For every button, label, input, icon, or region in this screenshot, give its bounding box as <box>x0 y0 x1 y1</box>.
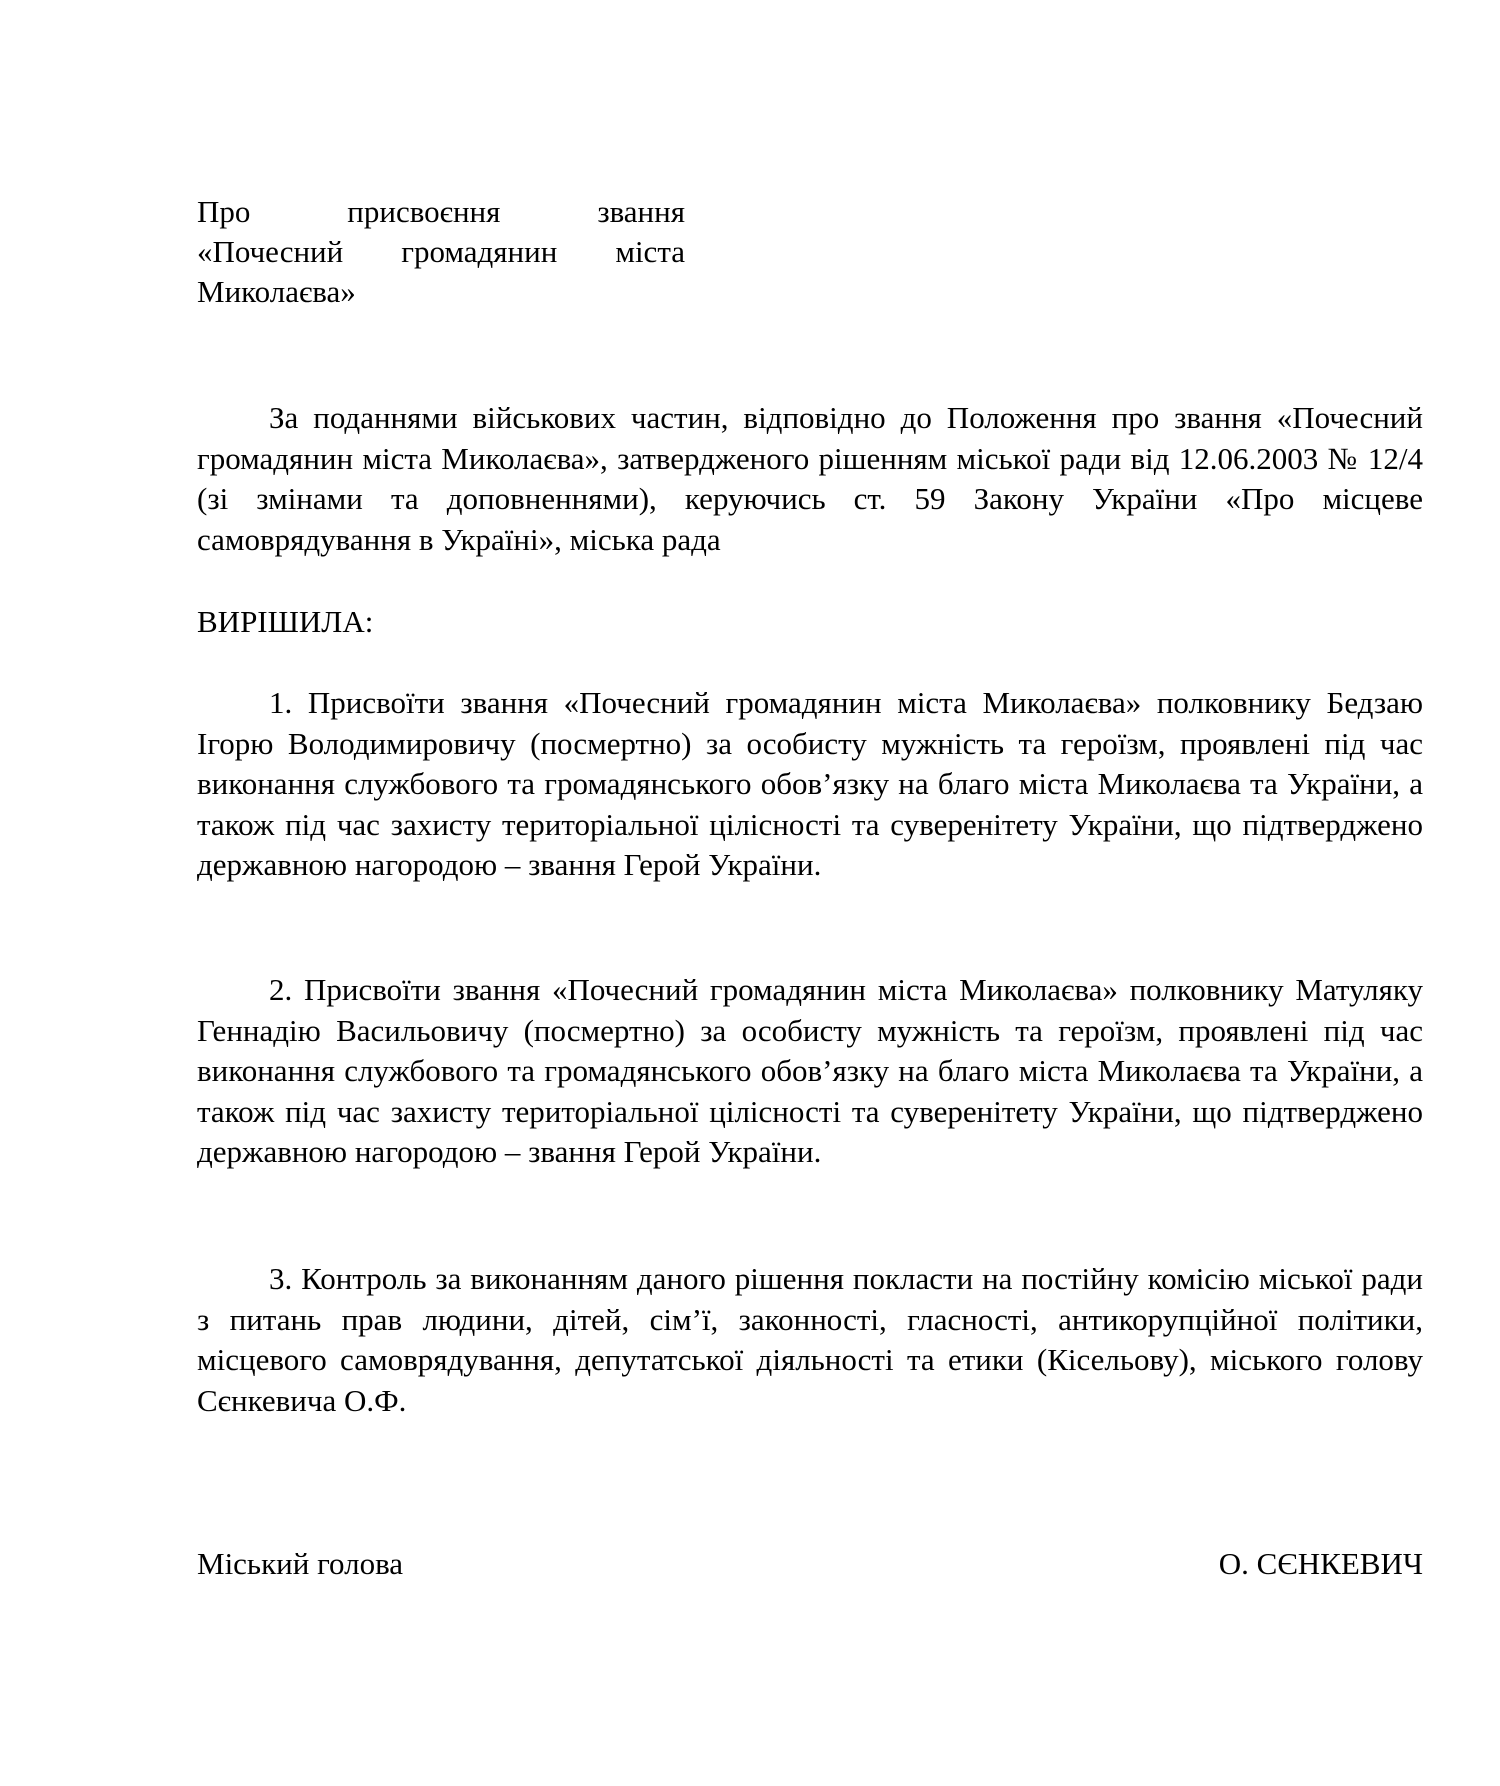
preamble-paragraph: За поданнями військових частин, відповідно до Положення про звання «Почесний громадянин міста Миколаєва», затвердженого рішенням міської ради від 12.06.2003 № 12/4 (зі змінами та доповненнями), керуючись ст. 59 Закону України «Про місцеве самоврядування в Україні», міська рада <box>197 400 1423 557</box>
signature-position: Міський голова <box>197 1546 404 1581</box>
subject-line-1: Про присвоєння звання <box>197 194 685 229</box>
decision-item-1: 1. Присвоїти звання «Почесний громадянин міста Миколаєва» полковнику Бедзаю Ігорю Володимировичу (посмертно) за особисту мужність та героїзм, проявлені під час виконання службового та громадянського обов’язку на благо міста Миколаєва та України, а також під час захисту територіальної цілісності та суверенітету України, що підтверджено державною нагородою – звання Герой України. <box>197 685 1423 882</box>
subject-line-3: Миколаєва» <box>197 274 356 309</box>
decision-item-3: 3. Контроль за виконанням даного рішення покласти на постійну комісію міської ради з питань прав людини, дітей, сім’ї, законності, гласності, антикорупційної політики, місцевого самоврядування, депутатської діяльності та етики (Кісельову), міського голову Сєнкевича О.Ф. <box>197 1261 1423 1418</box>
decision-item-2: 2. Присвоїти звання «Почесний громадянин міста Миколаєва» полковнику Матуляку Геннадію Васильовичу (посмертно) за особисту мужність та героїзм, проявлені під час виконання службового та громадянського обов’язку на благо міста Миколаєва та України, а також під час захисту територіальної цілісності та суверенітету України, що підтверджено державною нагородою – звання Герой України. <box>197 972 1423 1169</box>
signature-block <box>197 1544 1423 1584</box>
signature-name: О. СЄНКЕВИЧ <box>1218 1546 1423 1581</box>
decided-heading: ВИРІШИЛА: <box>197 604 374 639</box>
subject-line-2: «Почесний громадянин міста <box>197 234 685 269</box>
document-subject <box>197 192 685 312</box>
